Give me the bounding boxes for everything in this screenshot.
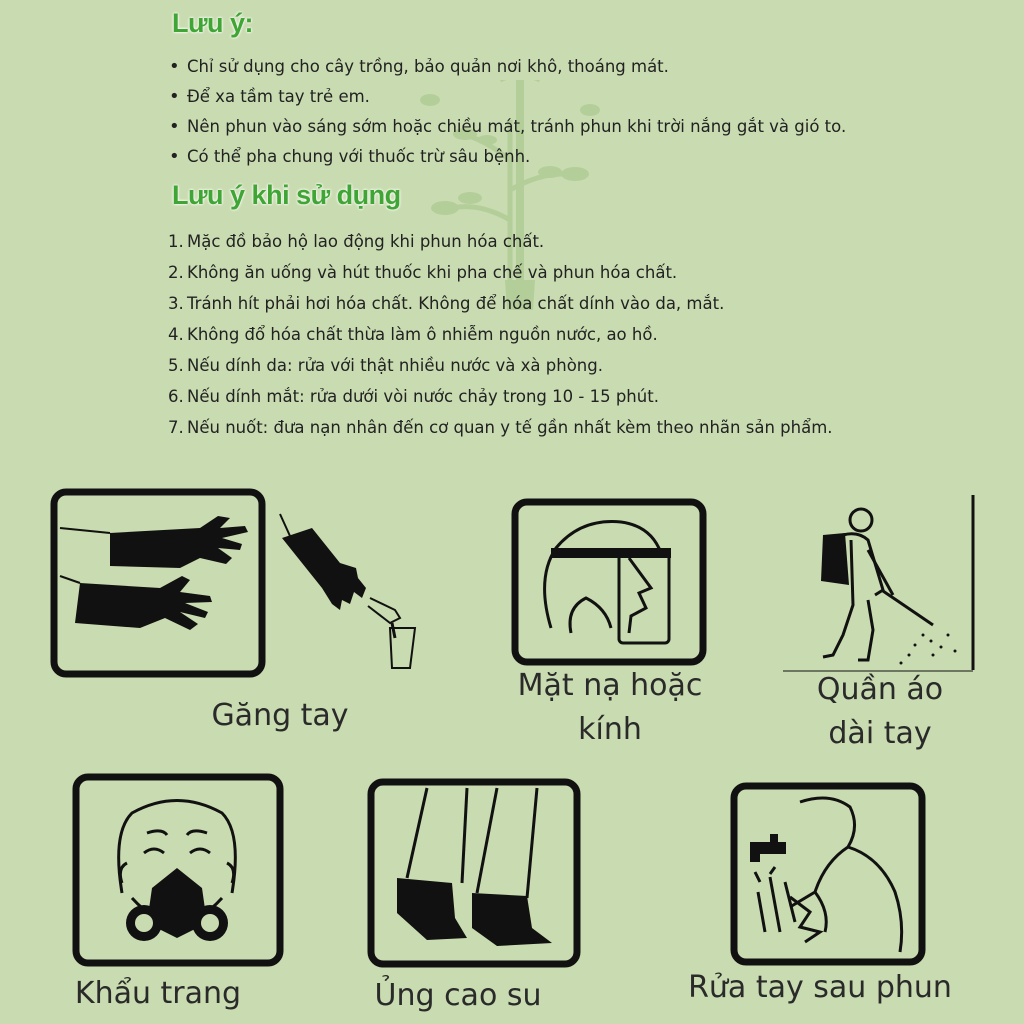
- respirator-icon: [72, 773, 284, 968]
- usage-heading: Lưu ý khi sử dụng: [172, 180, 401, 210]
- mask-caption-line2: kính: [578, 712, 642, 747]
- list-item: 5. Nếu dính da: rửa với thật nhiều nước và xà phòng.: [168, 356, 603, 375]
- clothes-caption-line2: dài tay: [828, 716, 932, 751]
- gloves-caption: Găng tay: [211, 698, 349, 733]
- list-item: • Có thể pha chung với thuốc trừ sâu bệnh.: [165, 142, 985, 172]
- list-item: • Để xa tầm tay trẻ em.: [165, 82, 985, 112]
- list-item: • Nên phun vào sáng sớm hoặc chiều mát, tránh phun khi trời nắng gắt và gió to.: [165, 112, 985, 142]
- boots-icon: [367, 778, 581, 968]
- clothes-caption-line1: Quần áo: [816, 672, 944, 707]
- list-item: 6. Nếu dính mắt: rửa dưới vòi nước chảy trong 10 - 15 phút.: [168, 387, 659, 406]
- list-item: 7. Nếu nuốt: đưa nạn nhân đến cơ quan y tế gần nhất kèm theo nhãn sản phẩm.: [168, 418, 833, 437]
- note-heading: Lưu ý:: [172, 8, 254, 38]
- wash-hands-icon: [730, 782, 926, 966]
- notes-list: [165, 52, 985, 172]
- list-item: 4. Không đổ hóa chất thừa làm ô nhiễm nguồn nước, ao hồ.: [168, 325, 658, 344]
- list-item: 1. Mặc đồ bảo hộ lao động khi phun hóa chất.: [168, 232, 545, 251]
- gloves-icon: [50, 488, 420, 683]
- list-item: 3. Tránh hít phải hơi hóa chất. Không để hóa chất dính vào da, mắt.: [168, 294, 725, 313]
- steps-list: [168, 226, 988, 443]
- wash-caption: Rửa tay sau phun: [688, 970, 952, 1005]
- sprayer-icon: [783, 495, 983, 675]
- face-shield-icon: [511, 498, 707, 668]
- respirator-caption: Khẩu trang: [74, 976, 242, 1011]
- list-item: 2. Không ăn uống và hút thuốc khi pha chế và phun hóa chất.: [168, 263, 678, 282]
- mask-caption-line1: Mặt nạ hoặc: [517, 668, 703, 703]
- boots-caption: Ủng cao su: [374, 978, 542, 1013]
- list-item: • Chỉ sử dụng cho cây trồng, bảo quản nơi khô, thoáng mát.: [165, 52, 985, 82]
